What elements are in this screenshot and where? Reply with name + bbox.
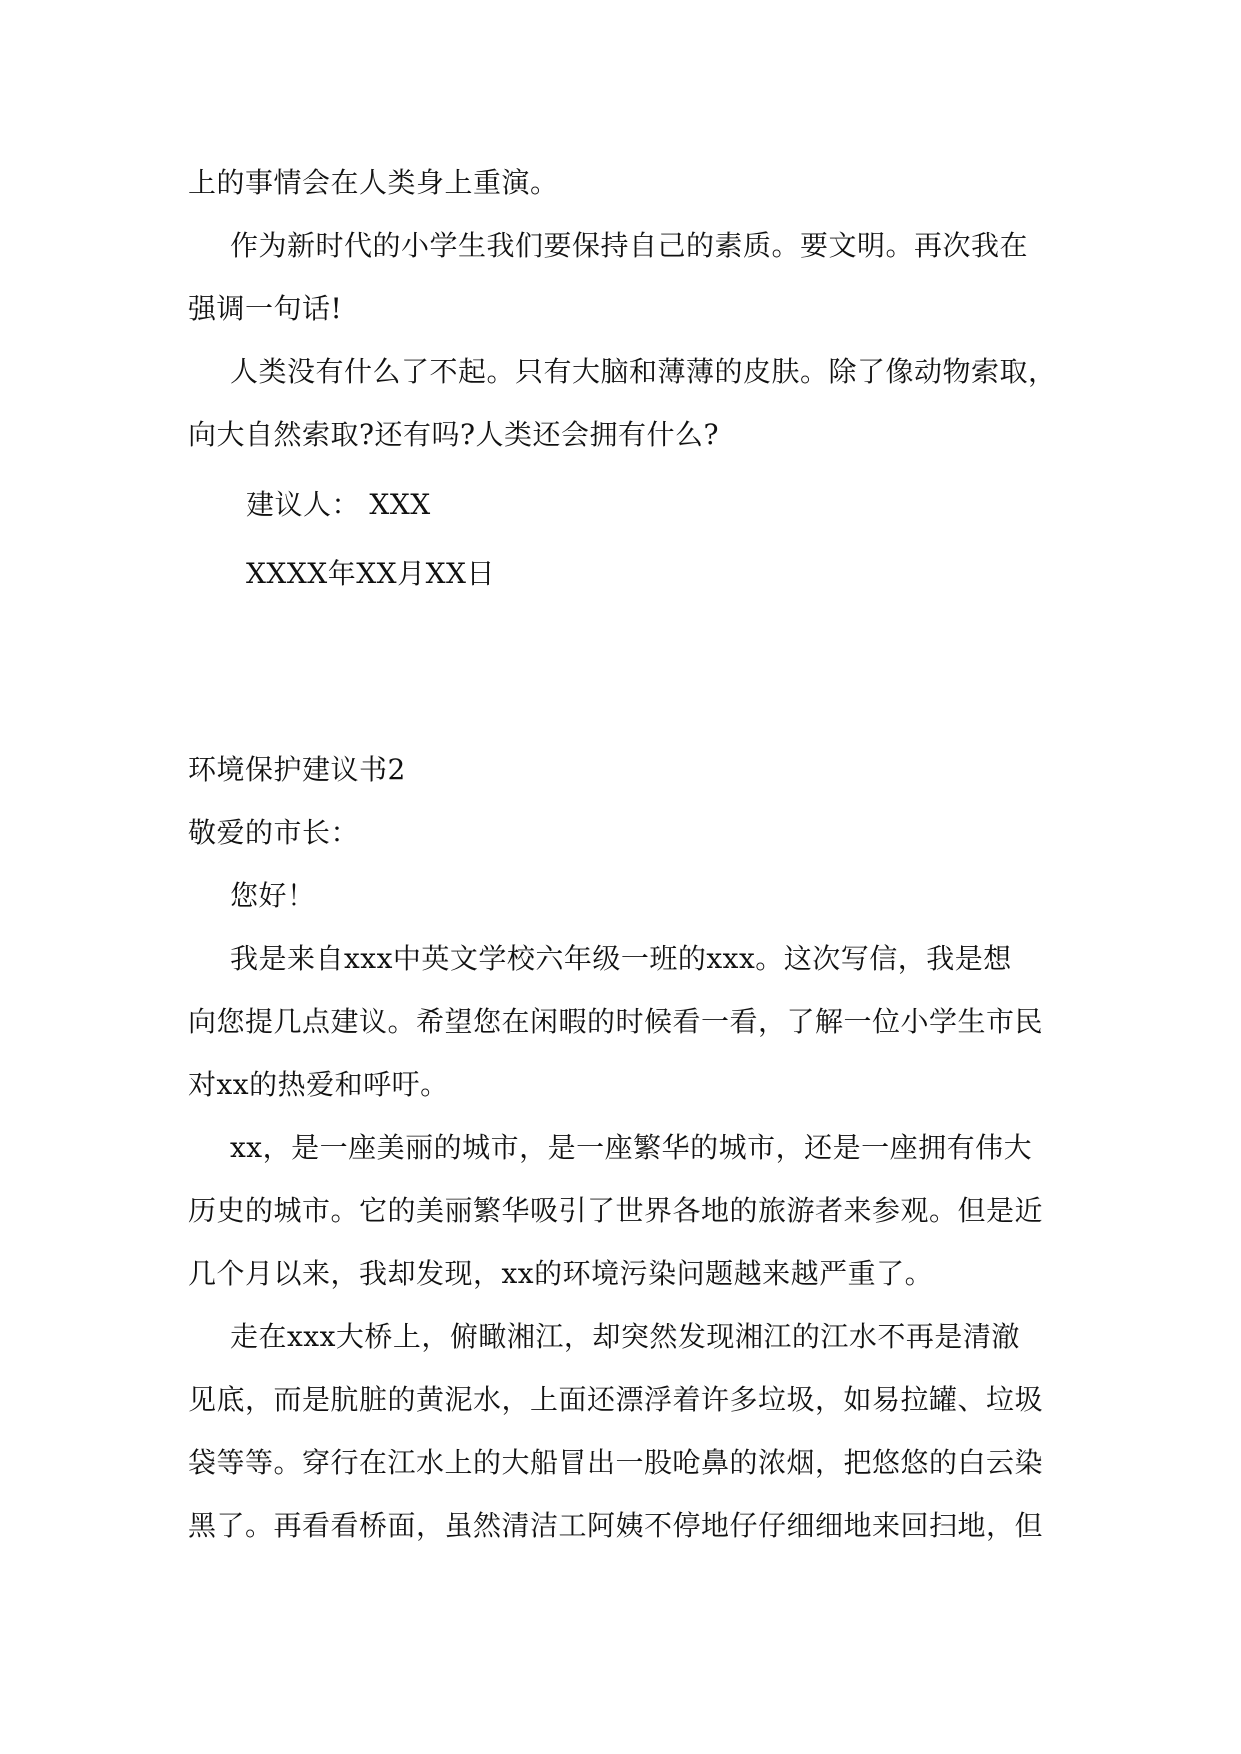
greeting: 您好！ [230, 879, 316, 912]
paragraph-line: 黑了。再看看桥面，虽然清洁工阿姨不停地仔仔细细地来回扫地，但 [188, 1509, 1044, 1542]
paragraph-line: 强调一句话! [188, 292, 343, 325]
paragraph-line: 历史的城市。它的美丽繁华吸引了世界各地的旅游者来参观。但是近 [188, 1194, 1044, 1227]
paragraph-line: 我是来自xxx中英文学校六年级一班的xxx。这次写信，我是想 [230, 942, 1012, 975]
paragraph-line: xx，是一座美丽的城市，是一座繁华的城市，还是一座拥有伟大 [230, 1131, 1033, 1164]
paragraph-line: 袋等等。穿行在江水上的大船冒出一股呛鼻的浓烟，把悠悠的白云染 [188, 1446, 1044, 1479]
paragraph-line: 作为新时代的小学生我们要保持自己的素质。要文明。再次我在 [230, 229, 1029, 262]
paragraph-line: 见底，而是肮脏的黄泥水，上面还漂浮着许多垃圾，如易拉罐、垃圾 [188, 1383, 1044, 1416]
paragraph-line: 上的事情会在人类身上重演。 [188, 166, 559, 199]
proposer-signature: 建议人： XXX [246, 488, 431, 521]
paragraph-line: 走在xxx大桥上，俯瞰湘江，却突然发现湘江的江水不再是清澈 [230, 1320, 1020, 1353]
paragraph-line: 向大自然索取?还有吗?人类还会拥有什么? [188, 418, 720, 451]
salutation: 敬爱的市长： [188, 816, 360, 849]
document-title: 环境保护建议书2 [188, 753, 406, 786]
signature-date: XXXX年XX月XX日 [246, 557, 495, 590]
paragraph-line: 向您提几点建议。希望您在闲暇的时候看一看，了解一位小学生市民 [188, 1005, 1044, 1038]
paragraph-line: 人类没有什么了不起。只有大脑和薄薄的皮肤。除了像动物索取， [230, 355, 1057, 388]
paragraph-line: 对xx的热爱和呼吁。 [188, 1068, 449, 1101]
paragraph-line: 几个月以来，我却发现，xx的环境污染问题越来越严重了。 [188, 1257, 934, 1290]
